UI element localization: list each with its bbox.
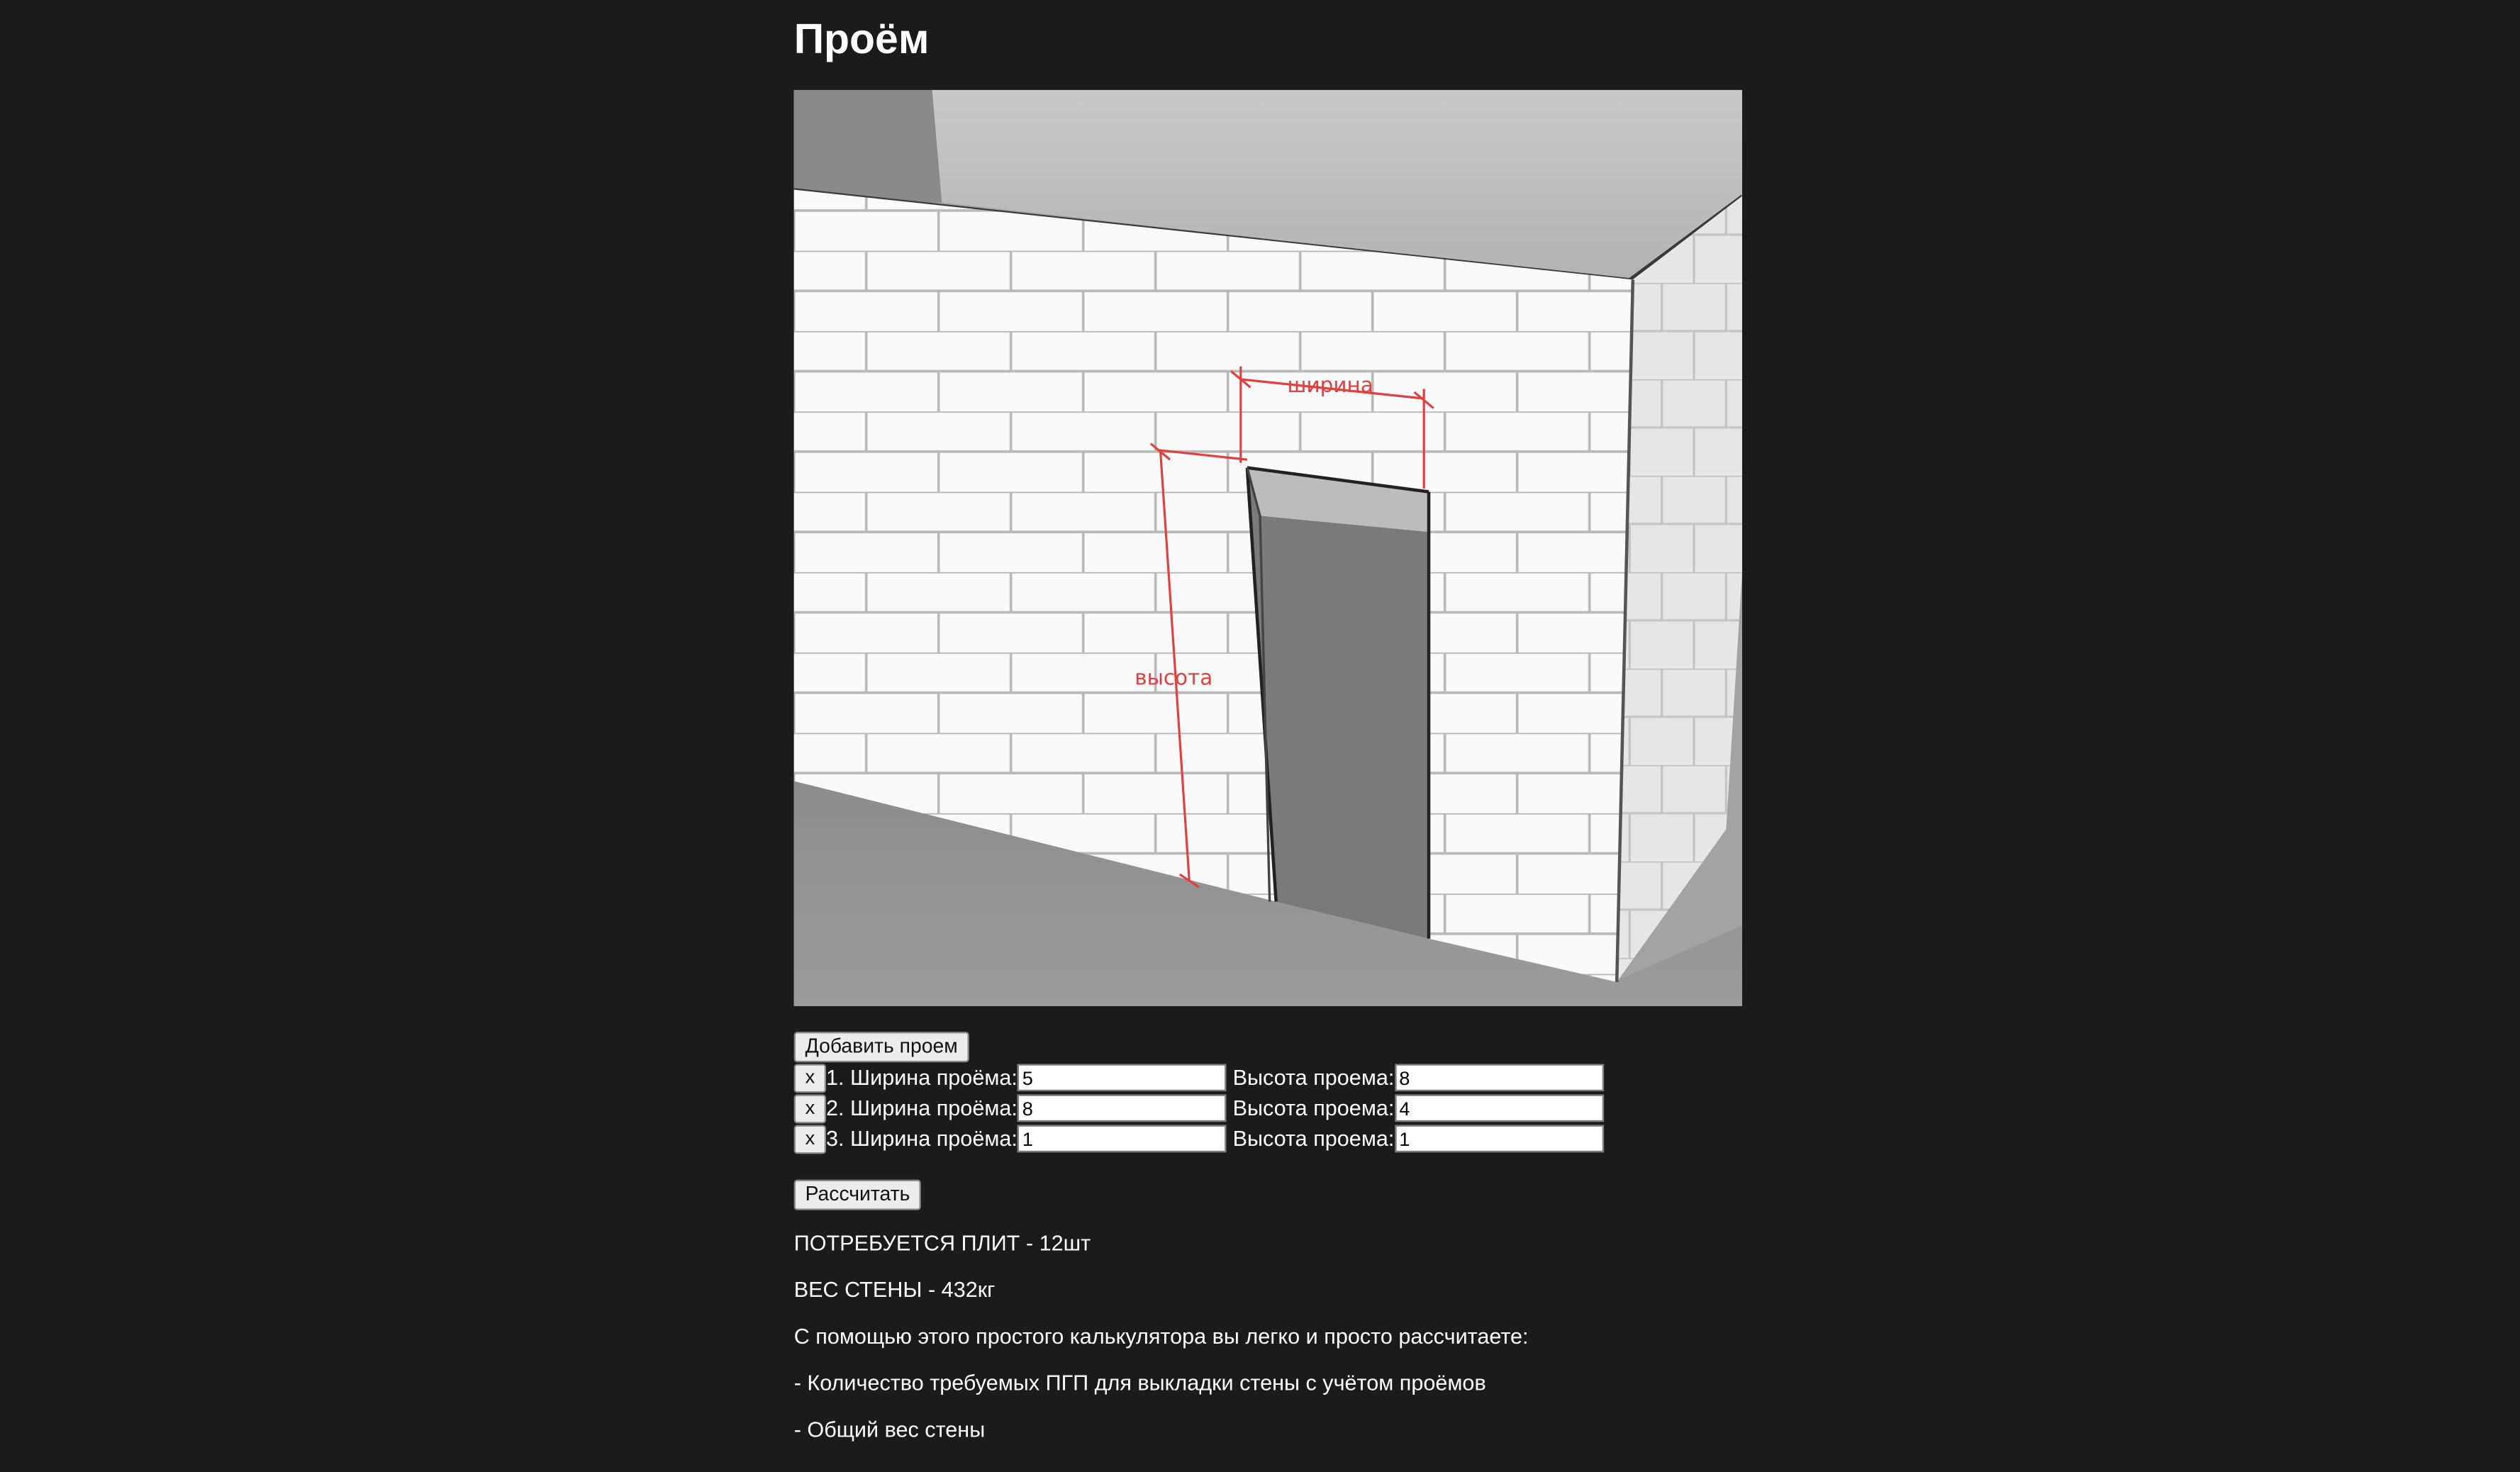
remove-opening-button[interactable]: x — [794, 1063, 826, 1092]
calculate-button[interactable]: Рассчитать — [794, 1180, 922, 1210]
wall-opening-illustration — [794, 90, 1742, 1006]
opening-height-input[interactable] — [1394, 1064, 1603, 1091]
result-weight: ВЕС СТЕНЫ - 432кг — [793, 1277, 996, 1302]
opening-height-input[interactable] — [1394, 1125, 1603, 1153]
description-item: - Количество требуемых ПГП для выкладки стены с учётом проёмов — [793, 1371, 1486, 1395]
opening-height-label: Высота проема: — [1232, 1095, 1395, 1120]
svg-text:ширина: ширина — [1287, 373, 1373, 398]
opening-width-label: 3. Ширина проёма: — [826, 1126, 1018, 1151]
opening-width-label: 2. Ширина проёма: — [826, 1095, 1018, 1120]
page-title: Проём — [793, 14, 930, 63]
opening-width-input[interactable] — [1018, 1064, 1227, 1091]
description-intro: С помощью этого простого калькулятора вы легко и просто рассчитаете: — [793, 1324, 1529, 1349]
opening-height-input[interactable] — [1394, 1095, 1603, 1122]
svg-text:высота: высота — [1134, 665, 1213, 690]
description-item: - Общий вес стены — [793, 1417, 986, 1442]
opening-height-label: Высота проема: — [1232, 1065, 1395, 1090]
opening-row — [794, 1062, 1790, 1093]
result-plates: ПОТРЕБУЕТСЯ ПЛИТ - 12шт — [793, 1231, 1091, 1256]
remove-opening-button[interactable]: x — [794, 1124, 826, 1153]
opening-width-input[interactable] — [1018, 1125, 1227, 1153]
remove-opening-button[interactable]: x — [794, 1093, 826, 1122]
opening-row — [794, 1093, 1790, 1123]
add-opening-button[interactable]: Добавить проем — [794, 1032, 969, 1062]
opening-height-label: Высота проема: — [1232, 1126, 1395, 1151]
opening-width-input[interactable] — [1018, 1095, 1227, 1122]
opening-width-label: 1. Ширина проёма: — [826, 1065, 1018, 1090]
opening-row — [794, 1123, 1790, 1154]
calculator-page — [794, 0, 1790, 1445]
